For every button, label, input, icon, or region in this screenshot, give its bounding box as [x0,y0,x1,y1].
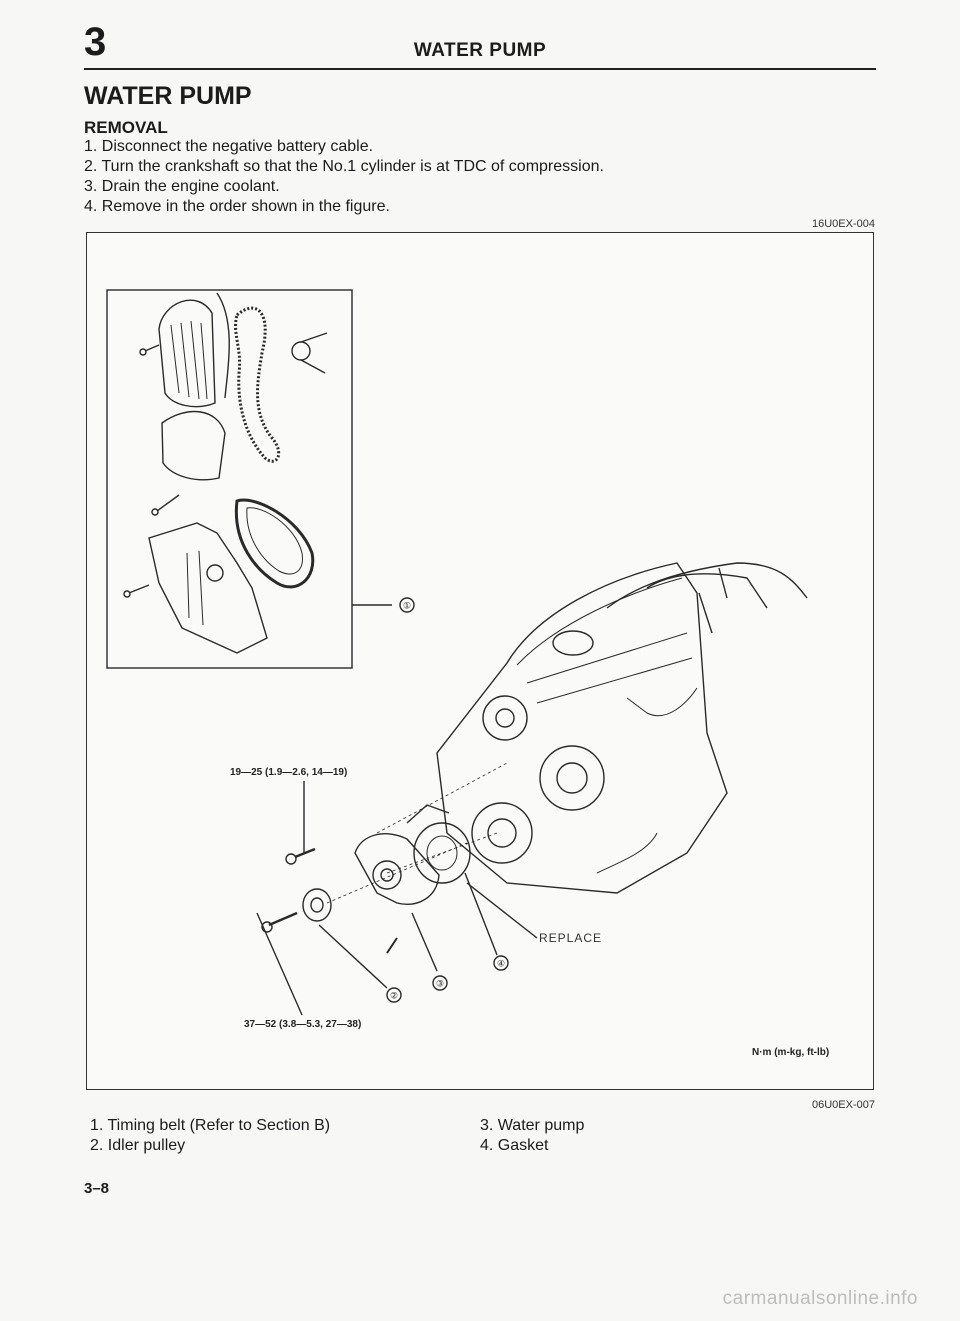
timing-belt-cover-middle [162,412,225,480]
step-item: 4. Remove in the order shown in the figure. [84,198,390,215]
figure-code-bottom: 06U0EX-007 [812,1099,875,1111]
torque-units-label: N·m (m-kg, ft-lb) [752,1047,830,1058]
torque-leader-lower [257,913,302,1015]
plug-wire [607,563,807,608]
step-item: 1. Disconnect the negative battery cable. [84,138,374,155]
legend-item: 3. Water pump [480,1117,585,1134]
running-header-title: WATER PUMP [413,40,547,61]
legend-item: 1. Timing belt (Refer to Section B) [90,1117,331,1134]
step-item: 2. Turn the crankshaft so that the No.1 cylinder is at TDC of compression. [84,158,604,175]
cover-seal [217,293,229,398]
idler-pulley [303,889,331,921]
removal-steps [84,137,604,217]
callout-2-leader [319,925,387,988]
alternator [540,746,604,810]
callout-2-label: ② [389,991,399,1002]
tensioner [292,342,310,360]
step-item: 3. Drain the engine coolant. [84,178,280,195]
timing-belt-cover-lower [149,523,267,653]
cam-pulley [483,696,527,740]
drive-belt-inset [236,500,312,587]
legend-item: 4. Gasket [480,1137,549,1154]
bolt-lower [129,585,149,593]
bolt-lower-idler [269,913,297,925]
callout-3-label: ③ [435,979,445,990]
torque-spec-idler-bolt: 19—25 (1.9—2.6, 14—19) [230,767,348,778]
page-title: WATER PUMP [84,82,252,110]
bolt-middle [157,495,179,511]
pump-pipe [407,805,449,823]
replace-label: REPLACE [539,931,603,945]
gasket [414,823,470,883]
header-divider [84,68,876,70]
torque-spec-lower-bolt: 37—52 (3.8—5.3, 27—38) [244,1019,362,1030]
callout-1-label: ① [402,601,412,612]
legend-item: 2. Idler pulley [90,1137,186,1154]
engine-block [437,563,727,893]
crank-pulley [472,803,532,863]
parts-legend-right [480,1116,584,1156]
parts-legend-left [90,1116,330,1156]
bolt-upper [295,849,315,857]
bolt-top [145,345,159,351]
watermark: carmanualsonline.info [722,1288,918,1309]
exploded-view-drawing [87,233,875,1091]
replace-leader [467,883,537,938]
page-number: 3–8 [84,1180,110,1197]
section-number: 3 [84,20,107,64]
callout-4-label: ④ [496,959,506,970]
removal-heading: REMOVAL [84,118,168,137]
figure-code-top: 16U0EX-004 [812,218,875,230]
pump-pulley-hub [373,861,401,889]
exploded-view-figure [86,232,874,1090]
callout-3-leader [412,913,437,971]
timing-belt-inset [236,308,279,461]
oil-filler-cap [553,631,593,655]
water-pump [355,834,439,905]
plug-wire [647,574,767,608]
